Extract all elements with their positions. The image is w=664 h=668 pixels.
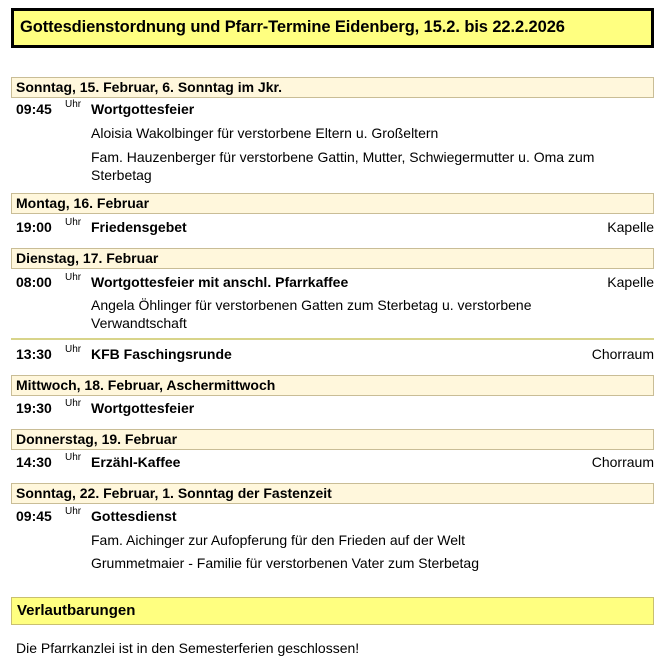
event-row (0, 101, 664, 120)
event-time-unit: Uhr (65, 398, 82, 409)
announcements-header (11, 597, 654, 625)
event-title: Wortgottesfeier mit anschl. Pfarrkaffee (91, 274, 349, 290)
day-header-sunday-15 (11, 77, 654, 98)
event-row (0, 400, 664, 419)
event-location: Chorraum (591, 454, 654, 470)
day-header-label: Montag, 16. Februar (16, 195, 150, 211)
day-header-label: Dienstag, 17. Februar (16, 250, 159, 266)
day-header-label: Sonntag, 22. Februar, 1. Sonntag der Fastenzeit (16, 485, 332, 501)
event-time-unit: Uhr (65, 99, 82, 110)
event-note: Fam. Hauzenberger für verstorbene Gattin, Mutter, Schwiegermutter u. Oma zum Sterbetag (91, 149, 595, 183)
event-location: Kapelle (607, 219, 654, 235)
event-location: Kapelle (607, 274, 654, 290)
event-time: 09:45 (16, 508, 52, 524)
event-time: 08:00 (16, 274, 52, 290)
event-note: Grummetmaier - Familie für verstorbenen Vater zum Sterbetag (91, 555, 479, 571)
day-header-label: Donnerstag, 19. Februar (16, 431, 178, 447)
event-title: Wortgottesfeier (91, 400, 195, 416)
event-time-unit: Uhr (65, 344, 82, 355)
event-row (0, 508, 664, 527)
event-title: Erzähl-Kaffee (91, 454, 181, 470)
event-time: 09:45 (16, 101, 52, 117)
event-note: Fam. Aichinger zur Aufopferung für den Frieden auf der Welt (91, 532, 466, 548)
day-header-label: Mittwoch, 18. Februar, Aschermittwoch (16, 377, 276, 393)
event-time: 19:00 (16, 219, 52, 235)
event-title: Friedensgebet (91, 219, 187, 235)
event-time-unit: Uhr (65, 272, 82, 283)
page-title: Gottesdienstordnung und Pfarr-Termine Eidenberg, 15.2. bis 22.2.2026 (20, 18, 565, 36)
event-row (0, 346, 664, 365)
event-title: Gottesdienst (91, 508, 177, 524)
event-time: 14:30 (16, 454, 52, 470)
event-time: 13:30 (16, 346, 52, 362)
announcements-title: Verlautbarungen (17, 602, 136, 619)
event-time-unit: Uhr (65, 452, 82, 463)
page-title-box (11, 8, 654, 48)
event-location: Chorraum (591, 346, 654, 362)
day-header-label: Sonntag, 15. Februar, 6. Sonntag im Jkr. (16, 79, 283, 95)
day-header-tuesday-17 (11, 248, 654, 269)
event-separator (11, 338, 654, 340)
event-title: Wortgottesfeier (91, 101, 195, 117)
event-note: Angela Öhlinger für verstorbenen Gatten zum Sterbetag u. verstorbene Verwandtschaft (91, 297, 532, 331)
event-time: 19:30 (16, 400, 52, 416)
event-time-unit: Uhr (65, 217, 82, 228)
event-row (0, 219, 664, 238)
event-time-unit: Uhr (65, 506, 82, 517)
event-note: Aloisia Wakolbinger für verstorbene Eltern u. Großeltern (91, 125, 439, 141)
event-title: KFB Faschingsrunde (91, 346, 232, 362)
day-header-thursday-19 (11, 429, 654, 450)
announcement-text: Die Pfarrkanzlei ist in den Semesterferien geschlossen! (16, 640, 360, 656)
day-header-wednesday-18 (11, 375, 654, 396)
event-row (0, 454, 664, 473)
day-header-sunday-22 (11, 483, 654, 504)
day-header-monday-16 (11, 193, 654, 214)
event-row (0, 274, 664, 293)
